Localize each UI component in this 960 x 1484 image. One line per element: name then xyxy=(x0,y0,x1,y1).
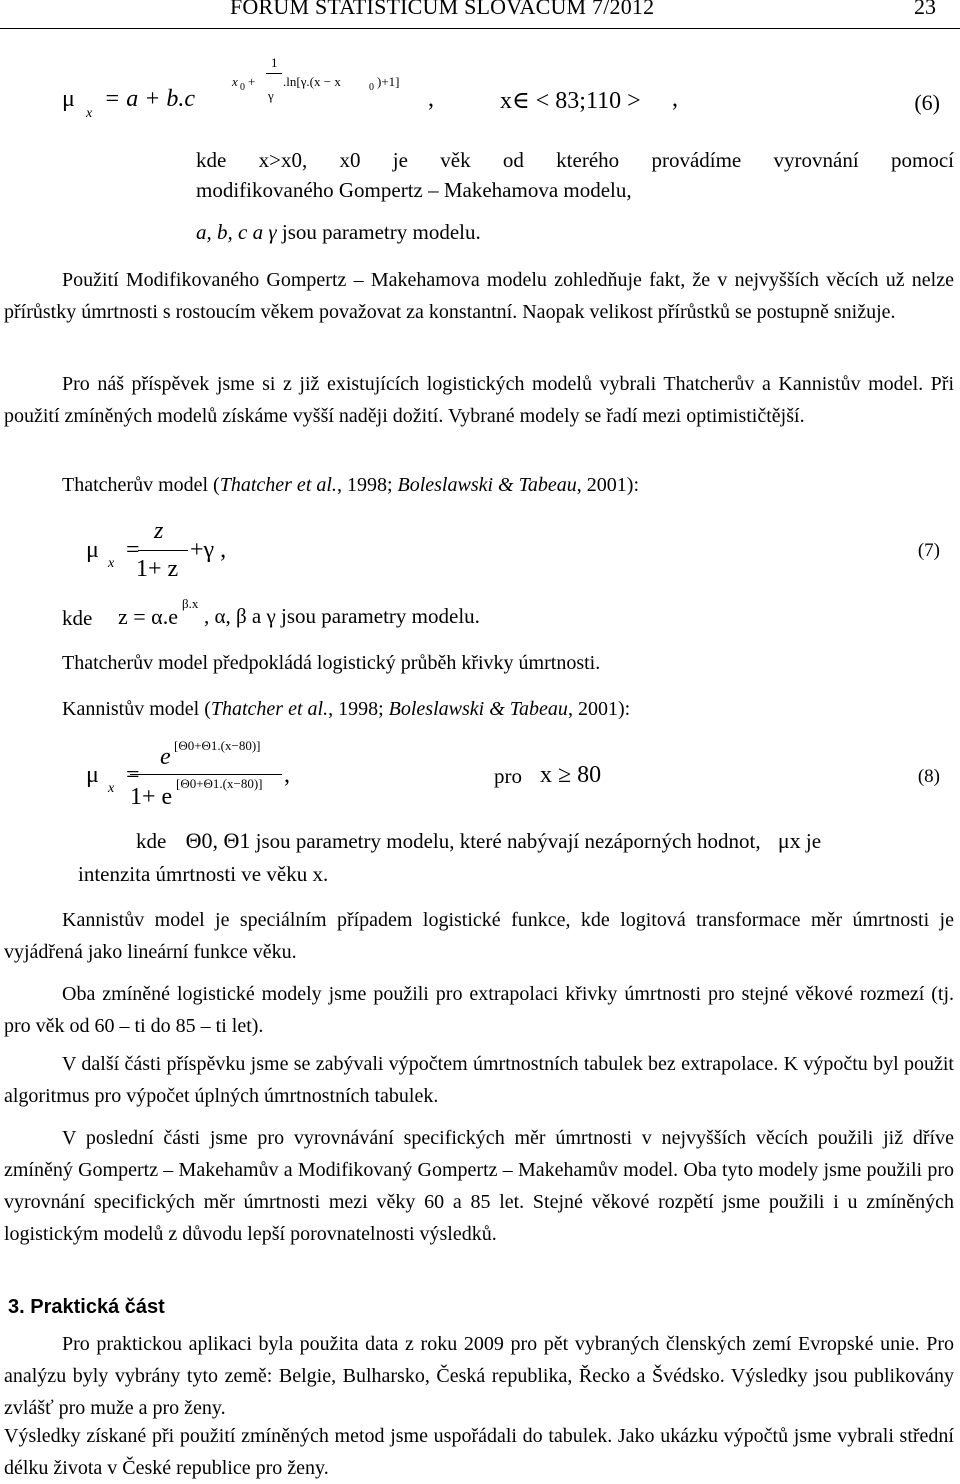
eq8-pro: pro xyxy=(494,764,522,788)
eq6-exp-gamma: γ xyxy=(268,88,274,103)
eq7-z-def: z = α.e xyxy=(118,604,178,629)
eq7-sub: x xyxy=(108,556,115,571)
paragraph-thatcher-logistic: Thatcherův model předpokládá logistický průběh křivky úmrtnosti. xyxy=(62,652,601,674)
eq6-exp-fraction-bar xyxy=(266,73,282,74)
paragraph-no-extrapolation: V další části příspěvku jsme se zabývali výpočtem úmrtnostních tabulek bez extrapolace. K výpočtu byl použit algoritmus pro výpočet úplných úmrtnostních tabulek. xyxy=(4,1053,954,1107)
eq7-plus-gamma: +γ , xyxy=(190,537,227,563)
eq6-domain: x∈ < 83;110 > xyxy=(500,88,641,114)
eq6-where-line-1: kde x>x0, x0 je věk od kterého provádíme vyrovnání pomocí xyxy=(196,148,954,172)
section-heading xyxy=(8,1296,165,1319)
eq6-exp-rest: .ln[γ.(x − x xyxy=(283,74,341,89)
running-header xyxy=(0,0,960,29)
eq6-where-line-2: modifikovaného Gompertz – Makehamova modelu, xyxy=(196,178,632,202)
eq7-numerator: z xyxy=(154,518,164,544)
paragraph-modified-gompertz: Použití Modifikovaného Gompertz – Makehamova modelu zohledňuje fakt, že v nejvyšších věcích už nelze přírůstky úmrtnosti s rostoucím věkem považovat za konstantní. Naopak velikost přírůstků se postupně snižuje. xyxy=(4,269,954,323)
eq8-thetas: Θ0, Θ1 xyxy=(185,828,251,853)
eq6-where-line-3 xyxy=(196,220,481,245)
eq8-sub: x xyxy=(108,781,115,796)
kannisto-heading-e: , 2001): xyxy=(567,698,631,720)
kannisto-heading xyxy=(62,698,630,721)
eq6-exp-rest-sub: 0 xyxy=(369,82,374,93)
eq7-fraction-bar xyxy=(138,550,188,551)
thatcher-heading-c: , 1998; xyxy=(336,474,398,496)
eq8-comma: , xyxy=(284,762,290,788)
thatcher-heading-e: , 2001): xyxy=(576,474,639,496)
eq6-exp-lead: x xyxy=(232,74,238,89)
eq8-mu-x: μx xyxy=(777,828,801,853)
paragraph-kannisto-logit: Kannistův model je speciálním případem logistické funkce, kde logitová transformace měr úmrtnosti je vyjádřená jako lineární funkce věku. xyxy=(4,909,954,963)
eq6-exp-end: )+1] xyxy=(377,74,400,89)
eq8-numerator: e xyxy=(160,744,171,770)
eq6-params-text: jsou parametry modelu. xyxy=(281,220,481,244)
journal-title: FORUM STATISTICUM SLOVACUM 7/2012 xyxy=(230,0,655,19)
eq8-mu: μ xyxy=(86,762,99,788)
paragraph-logistic-models: Pro náš příspěvek jsme si z již existujících logistických modelů vybrali Thatcherův a Kannistův model. Při použití zmíněných modelů získáme vyšší naději dožití. Vybrané modely se řadí mezi optimističtější. xyxy=(4,373,954,427)
eq6-number: (6) xyxy=(914,90,940,115)
paragraph-last-part: V poslední části jsme pro vyrovnávání specifických měr úmrtnosti v nejvyšších věcích použili již dříve zmíněný Gompertz – Makehamův a Modifikovaný Gompertz – Makehamův model. Oba tyto modely jsme použili pro vyrovnání specifických měr úmrtnosti mezi věky 60 a 85 let. Stejné věkové rozpětí jsme použili i u zmíněných logistickým modelů z důvodu lepší porovnatelnosti výsledků. xyxy=(4,1127,954,1245)
eq6-exp-1: 1 xyxy=(271,55,278,70)
eq7-mu: μ xyxy=(86,537,99,563)
paragraph-results: Výsledky získané při použití zmíněných metod jsme uspořádali do tabulek. Jako ukázku výpočtů jsme vybrali střední délku života v České republice pro ženy. xyxy=(4,1425,954,1479)
eq8-where-line-1 xyxy=(136,828,954,854)
eq8-fraction-bar xyxy=(130,774,282,775)
eq6-sub: x xyxy=(86,106,93,121)
eq7-denominator: 1+ z xyxy=(136,556,179,582)
eq8-je: je xyxy=(805,829,822,853)
eq7-number: (7) xyxy=(917,540,940,561)
paragraph-practical-data: Pro praktickou aplikaci byla použita data z roku 2009 pro pět vybraných členských zemí Evropské unie. Pro analýzu byly vybrány tyto země: Belgie, Bulharsko, Česká republika, Řecko a Švédsko. Výsledky jsou publikovány zvlášť pro muže a pro ženy. xyxy=(4,1333,954,1419)
eq8-number: (8) xyxy=(917,766,940,787)
eq8-numerator-exp: [Θ0+Θ1.(x−80)] xyxy=(174,738,261,753)
eq6-body: = a + b.c xyxy=(104,86,196,112)
eq6-comma: , xyxy=(428,86,434,112)
paragraph-extrapolation: Oba zmíněné logistické modely jsme použili pro extrapolaci křivky úmrtnosti pro stejné věkové rozmezí (tj. pro věk od 60 – ti do 85 – ti let). xyxy=(4,983,954,1037)
eq8-denominator-exp: [Θ0+Θ1.(x−80)] xyxy=(176,776,263,791)
eq8-where-text: jsou parametry modelu, které nabývají nezáporných hodnot, xyxy=(255,829,761,853)
kannisto-heading-ref2: Boleslawski & Tabeau xyxy=(388,698,568,720)
eq6-mu: μ xyxy=(62,86,75,112)
thatcher-heading xyxy=(62,474,639,497)
eq8-kde: kde xyxy=(136,829,167,853)
eq6-comma-2: , xyxy=(672,86,678,112)
section-title: Praktická část xyxy=(30,1296,165,1318)
thatcher-heading-ref1: Thatcher et al. xyxy=(219,474,337,496)
eq8-equals: = xyxy=(126,762,140,788)
eq8-denominator: 1+ e xyxy=(130,784,173,810)
kannisto-heading-c: , 1998; xyxy=(328,698,389,720)
thatcher-heading-ref2: Boleslawski & Tabeau xyxy=(397,474,577,496)
section-number: 3. xyxy=(8,1296,25,1318)
eq6-exp-plus: + xyxy=(248,74,256,89)
eq7-equals: = xyxy=(126,537,140,563)
kannisto-heading-a: Kannistův model ( xyxy=(62,698,211,720)
eq8-condition: x ≥ 80 xyxy=(540,762,602,788)
eq6-exp-lead-sub: 0 xyxy=(240,82,245,93)
eq7-kde: kde xyxy=(62,606,93,630)
thatcher-heading-a: Thatcherův model ( xyxy=(62,474,220,496)
eq8-where-line-2: intenzita úmrtnosti ve věku x. xyxy=(78,862,329,886)
kannisto-heading-ref1: Thatcher et al. xyxy=(210,698,329,720)
page-number: 23 xyxy=(914,0,936,19)
eq7-params: , α, β a γ jsou parametry modelu. xyxy=(204,604,480,628)
eq6-params: a, b, c a γ xyxy=(196,220,277,244)
eq7-z-sup: β.x xyxy=(182,596,199,611)
